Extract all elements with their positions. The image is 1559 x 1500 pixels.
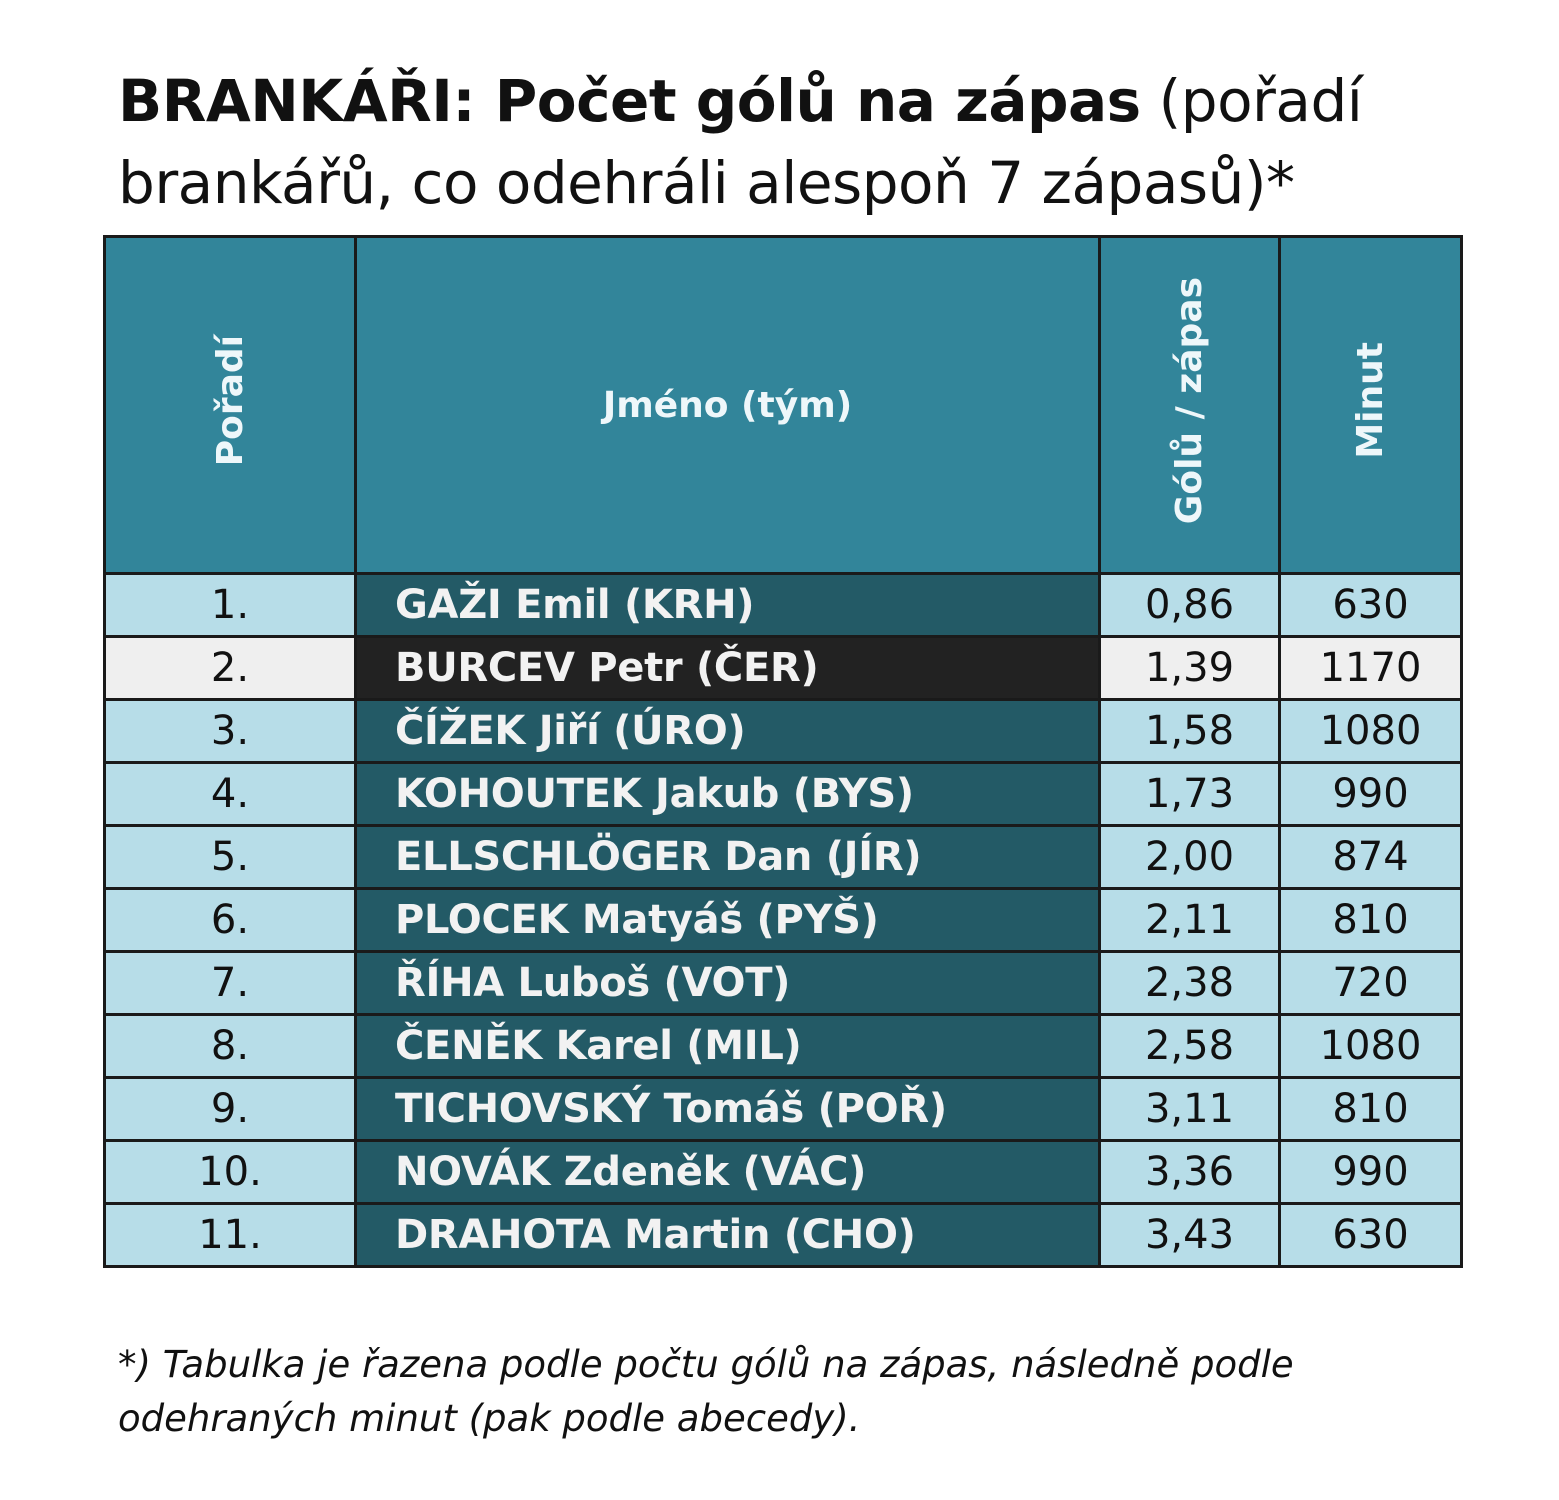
minutes-cell: 874 <box>1280 826 1462 889</box>
rank-cell: 11. <box>105 1204 356 1267</box>
minutes-cell: 810 <box>1280 889 1462 952</box>
rank-cell: 3. <box>105 700 356 763</box>
name-cell: ELLSCHLÖGER Dan (JÍR) <box>356 826 1100 889</box>
name-cell: ČÍŽEK Jiří (ÚRO) <box>356 700 1100 763</box>
minutes-cell: 1080 <box>1280 700 1462 763</box>
rank-cell: 9. <box>105 1078 356 1141</box>
minutes-cell: 990 <box>1280 763 1462 826</box>
rank-cell: 4. <box>105 763 356 826</box>
table-row <box>105 889 1462 952</box>
goals-cell: 1,73 <box>1100 763 1280 826</box>
name-cell: TICHOVSKÝ Tomáš (POŘ) <box>356 1078 1100 1141</box>
rank-cell: 2. <box>105 637 356 700</box>
goals-cell: 2,11 <box>1100 889 1280 952</box>
name-cell: ČENĚK Karel (MIL) <box>356 1015 1100 1078</box>
name-cell: NOVÁK Zdeněk (VÁC) <box>356 1141 1100 1204</box>
header-minutes: Minut <box>1280 237 1462 574</box>
table-row <box>105 574 1462 637</box>
goals-cell: 1,58 <box>1100 700 1280 763</box>
table-row-highlighted <box>105 637 1462 700</box>
name-cell: KOHOUTEK Jakub (BYS) <box>356 763 1100 826</box>
minutes-cell: 630 <box>1280 1204 1462 1267</box>
goals-cell: 2,58 <box>1100 1015 1280 1078</box>
minutes-cell: 1080 <box>1280 1015 1462 1078</box>
table-row <box>105 1078 1462 1141</box>
minutes-cell: 630 <box>1280 574 1462 637</box>
goalie-table <box>103 235 1463 1268</box>
goals-cell: 2,00 <box>1100 826 1280 889</box>
minutes-cell: 990 <box>1280 1141 1462 1204</box>
minutes-cell: 1170 <box>1280 637 1462 700</box>
page-title <box>118 60 1438 224</box>
rank-cell: 5. <box>105 826 356 889</box>
rank-cell: 1. <box>105 574 356 637</box>
table-row <box>105 1141 1462 1204</box>
rank-cell: 10. <box>105 1141 356 1204</box>
name-cell: GAŽI Emil (KRH) <box>356 574 1100 637</box>
table-row <box>105 1204 1462 1267</box>
title-subtitle: (pořadí brankářů, co odehráli alespoň 7 zápasů)* <box>118 67 1363 217</box>
goals-cell: 3,43 <box>1100 1204 1280 1267</box>
name-cell: ŘÍHA Luboš (VOT) <box>356 952 1100 1015</box>
name-cell: PLOCEK Matyáš (PYŠ) <box>356 889 1100 952</box>
rank-cell: 8. <box>105 1015 356 1078</box>
table-row <box>105 826 1462 889</box>
footnote: *) Tabulka je řazena podle počtu gólů na zápas, následně podle odehraných minut (pak podle abecedy). <box>118 1343 1294 1440</box>
rank-cell: 7. <box>105 952 356 1015</box>
name-cell: BURCEV Petr (ČER) <box>356 637 1100 700</box>
header-name: Jméno (tým) <box>356 237 1100 574</box>
minutes-cell: 720 <box>1280 952 1462 1015</box>
table-row <box>105 1015 1462 1078</box>
header-goals: Gólů / zápas <box>1100 237 1280 574</box>
goals-cell: 2,38 <box>1100 952 1280 1015</box>
header-row <box>105 237 1462 574</box>
table-row <box>105 700 1462 763</box>
rank-cell: 6. <box>105 889 356 952</box>
header-rank: Pořadí <box>105 237 356 574</box>
goals-cell: 3,11 <box>1100 1078 1280 1141</box>
goals-cell: 1,39 <box>1100 637 1280 700</box>
goals-cell: 3,36 <box>1100 1141 1280 1204</box>
table-row <box>105 763 1462 826</box>
title-bold: BRANKÁŘI: Počet gólů na zápas <box>118 67 1141 135</box>
minutes-cell: 810 <box>1280 1078 1462 1141</box>
goals-cell: 0,86 <box>1100 574 1280 637</box>
name-cell: DRAHOTA Martin (CHO) <box>356 1204 1100 1267</box>
table-row <box>105 952 1462 1015</box>
